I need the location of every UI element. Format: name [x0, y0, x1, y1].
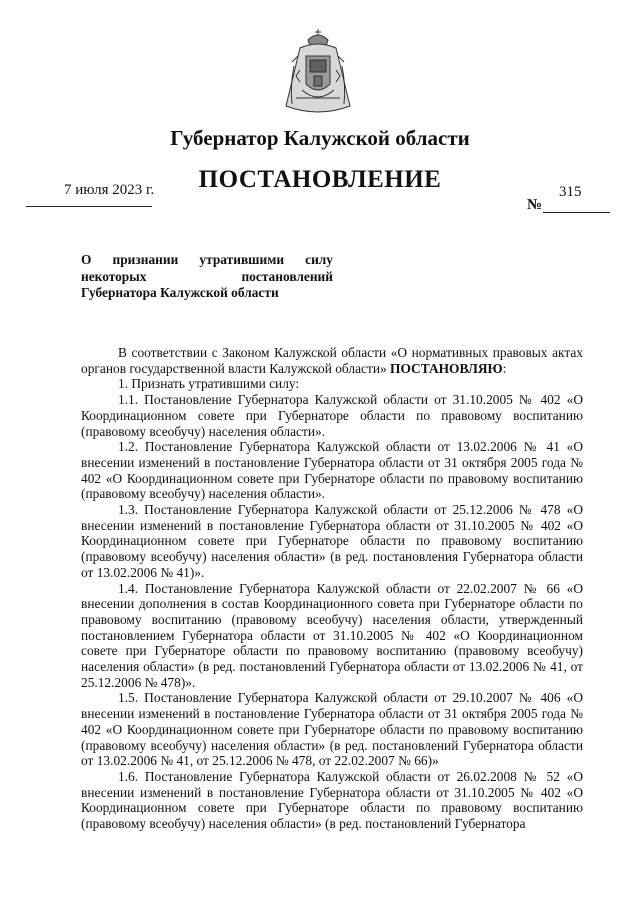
intro-end: : — [502, 360, 507, 376]
intro-paragraph — [81, 345, 583, 376]
subject-line-2: некоторых постановлений — [81, 268, 333, 284]
clause-1: 1. Признать утратившими силу: — [118, 376, 300, 392]
clause-1-3: 1.3. Постановление Губернатора Калужской области от 25.12.2006 № 478 «О внесении изменений в постановление Губернатора области от 31.10.2005 № 402 «О Координационном совете при Губернаторе области по правовому воспитанию (правовому всеобучу) населения области» (в ред. постановления Губернатора области от 13.02.2006 № 41)». — [81, 502, 583, 580]
number-sign: № — [527, 197, 543, 213]
number-underline — [543, 212, 610, 213]
intro-text: В соответствии с Законом Калужской области «О нормативных правовых актах органов государственной власти Калужской области» — [81, 345, 583, 376]
coat-of-arms-icon — [280, 26, 356, 118]
document-type: ПОСТАНОВЛЕНИЕ — [198, 166, 442, 193]
subject-line-1: О признании утратившими силу — [81, 252, 333, 267]
resolution-keyword: ПОСТАНОВЛЯЮ — [390, 360, 503, 376]
document-number: 315 — [559, 184, 582, 200]
clause-1-2: 1.2. Постановление Губернатора Калужской области от 13.02.2006 № 41 «О внесении изменений в постановление Губернатора области от 31 октября 2005 года № 402 «О Координационном совете при Губернаторе области по правовому воспитанию (правовому всеобучу) населения области». — [81, 439, 583, 502]
clause-1-1: 1.1. Постановление Губернатора Калужской области от 31.10.2005 № 402 «О Координационном совете при Губернаторе области по правовому воспитанию (правовому всеобучу) населения области». — [81, 392, 583, 439]
clause-1-5: 1.5. Постановление Губернатора Калужской области от 29.10.2007 № 406 «О внесении изменений в постановление Губернатора области от 31 октября 2005 года № 402 «О Координационном совете при Губернаторе области по правовому воспитанию (правовому всеобучу) населения области» (в ред. постановлений Губернатора области от 13.02.2006 № 41, от 25.12.2006 № 478, от 22.02.2007 № 66)» — [81, 690, 583, 769]
date-underline — [26, 206, 152, 207]
document-body — [81, 345, 583, 832]
clause-1-4: 1.4. Постановление Губернатора Калужской области от 22.02.2007 № 66 «О внесении дополнения в состав Координационного совета при Губернаторе области по правовому воспитанию (правовому всеобучу) населения области, утвержденный постановлением Губернатора области от 31.10.2005 № 402 «О Координационном совете при Губернаторе области по правовому воспитанию (правовому всеобучу) населения области» (в ред. постановлений Губернатора области от 13.02.2006 № 41, от 25.12.2006 № 478)». — [81, 580, 583, 690]
clause-1-6: 1.6. Постановление Губернатора Калужской области от 26.02.2008 № 52 «О внесении изменений в постановление Губернатора области от 31.10.2005 № 402 «О Координационном совете при Губернаторе области по правовому воспитанию (правовому всеобучу) населения области» (в ред. постановлений Губернатора — [81, 768, 583, 832]
subject-line-3: Губернатора Калужской области — [81, 285, 279, 300]
authority-title: Губернатор Калужской области — [170, 126, 470, 150]
document-date: 7 июля 2023 г. — [64, 182, 155, 198]
document-subject — [81, 252, 333, 302]
